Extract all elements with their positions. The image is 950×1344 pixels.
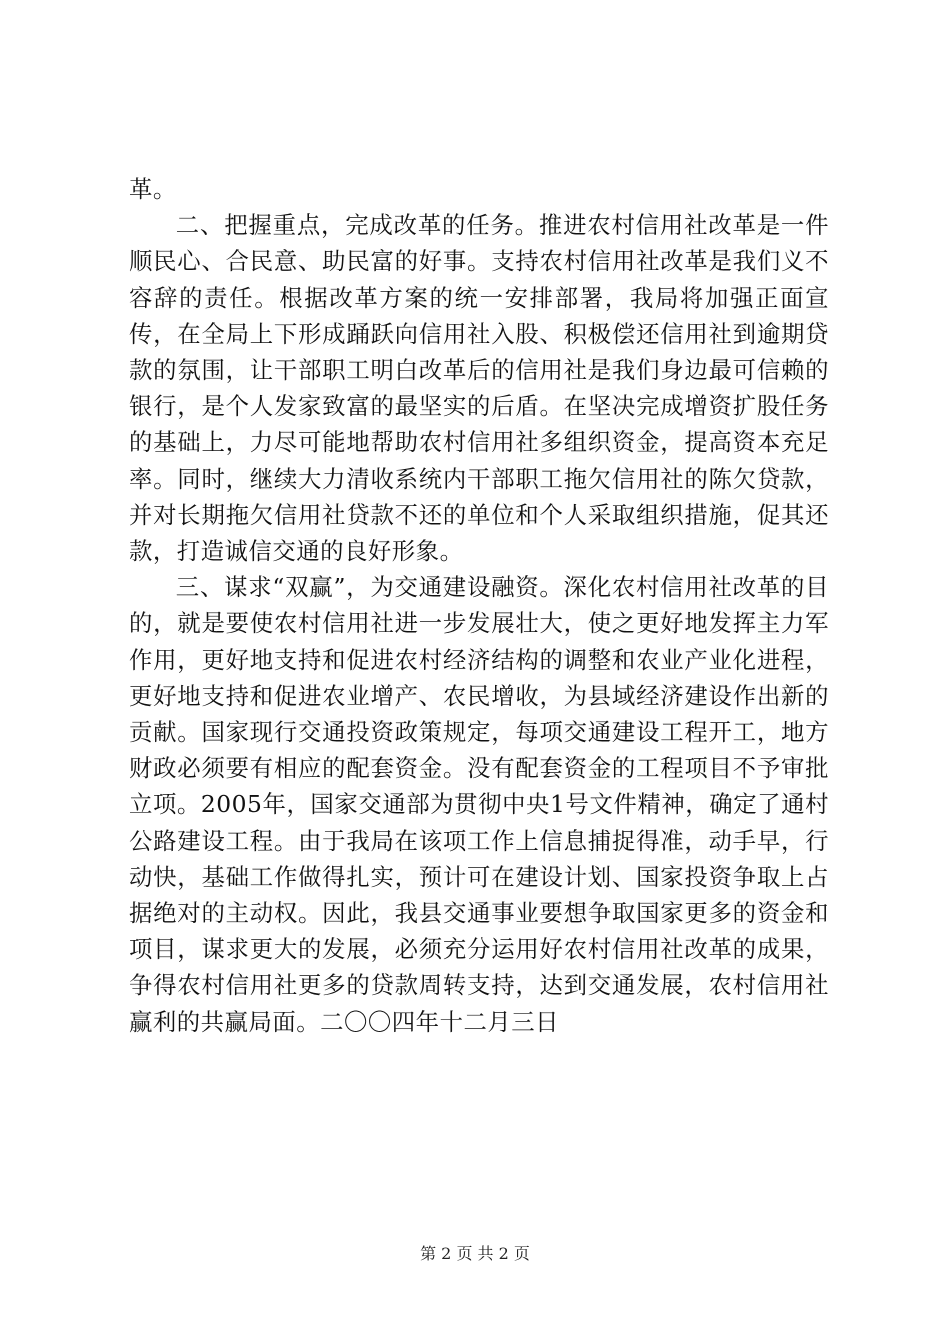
paragraph-section-three: 三、谋求“双赢”，为交通建设融资。深化农村信用社改革的目的，就是要使农村信用社进一步发展壮大，使之更好地发挥主力军作用，更好地支持和促进农村经济结构的调整和农业产业化进程，更好地支持和促进农业增产、农民增收，为县域经济建设作出新的贡献。国家现行交通投资政策规定，每项交通建设工程开工，地方财政必须要有相应的配套资金。没有配套资金的工程项目不予审批立项。2005年，国家交通部为贯彻中央1号文件精神，确定了通村公路建设工程。由于我局在该项工作上信息捕捉得准，动手早，行动快，基础工作做得扎实，预计可在建设计划、国家投资争取上占据绝对的主动权。因此，我县交通事业要想争取国家更多的资金和项目，谋求更大的发展，必须充分运用好农村信用社改革的成果，争得农村信用社更多的贷款周转支持，达到交通发展，农村信用社赢利的共赢局面。二〇〇四年十二月三日 bbox=[129, 573, 829, 1036]
document-body bbox=[129, 171, 829, 1040]
page-number-footer: 第 2 页 共 2 页 bbox=[420, 1244, 530, 1263]
paragraph-continuation: 革。 bbox=[129, 175, 177, 203]
paragraph-section-two: 二、把握重点，完成改革的任务。推进农村信用社改革是一件顺民心、合民意、助民富的好事。支持农村信用社改革是我们义不容辞的责任。根据改革方案的统一安排部署，我局将加强正面宣传，在全局上下形成踊跃向信用社入股、积极偿还信用社到逾期贷款的氛围，让干部职工明白改革后的信用社是我们身边最可信赖的银行，是个人发家致富的最坚实的后盾。在坚决完成增资扩股任务的基础上，力尽可能地帮助农村信用社多组织资金，提高资本充足率。同时，继续大力清收系统内干部职工拖欠信用社的陈欠贷款，并对长期拖欠信用社贷款不还的单位和个人采取组织措施，促其还款，打造诚信交通的良好形象。 bbox=[129, 211, 829, 566]
